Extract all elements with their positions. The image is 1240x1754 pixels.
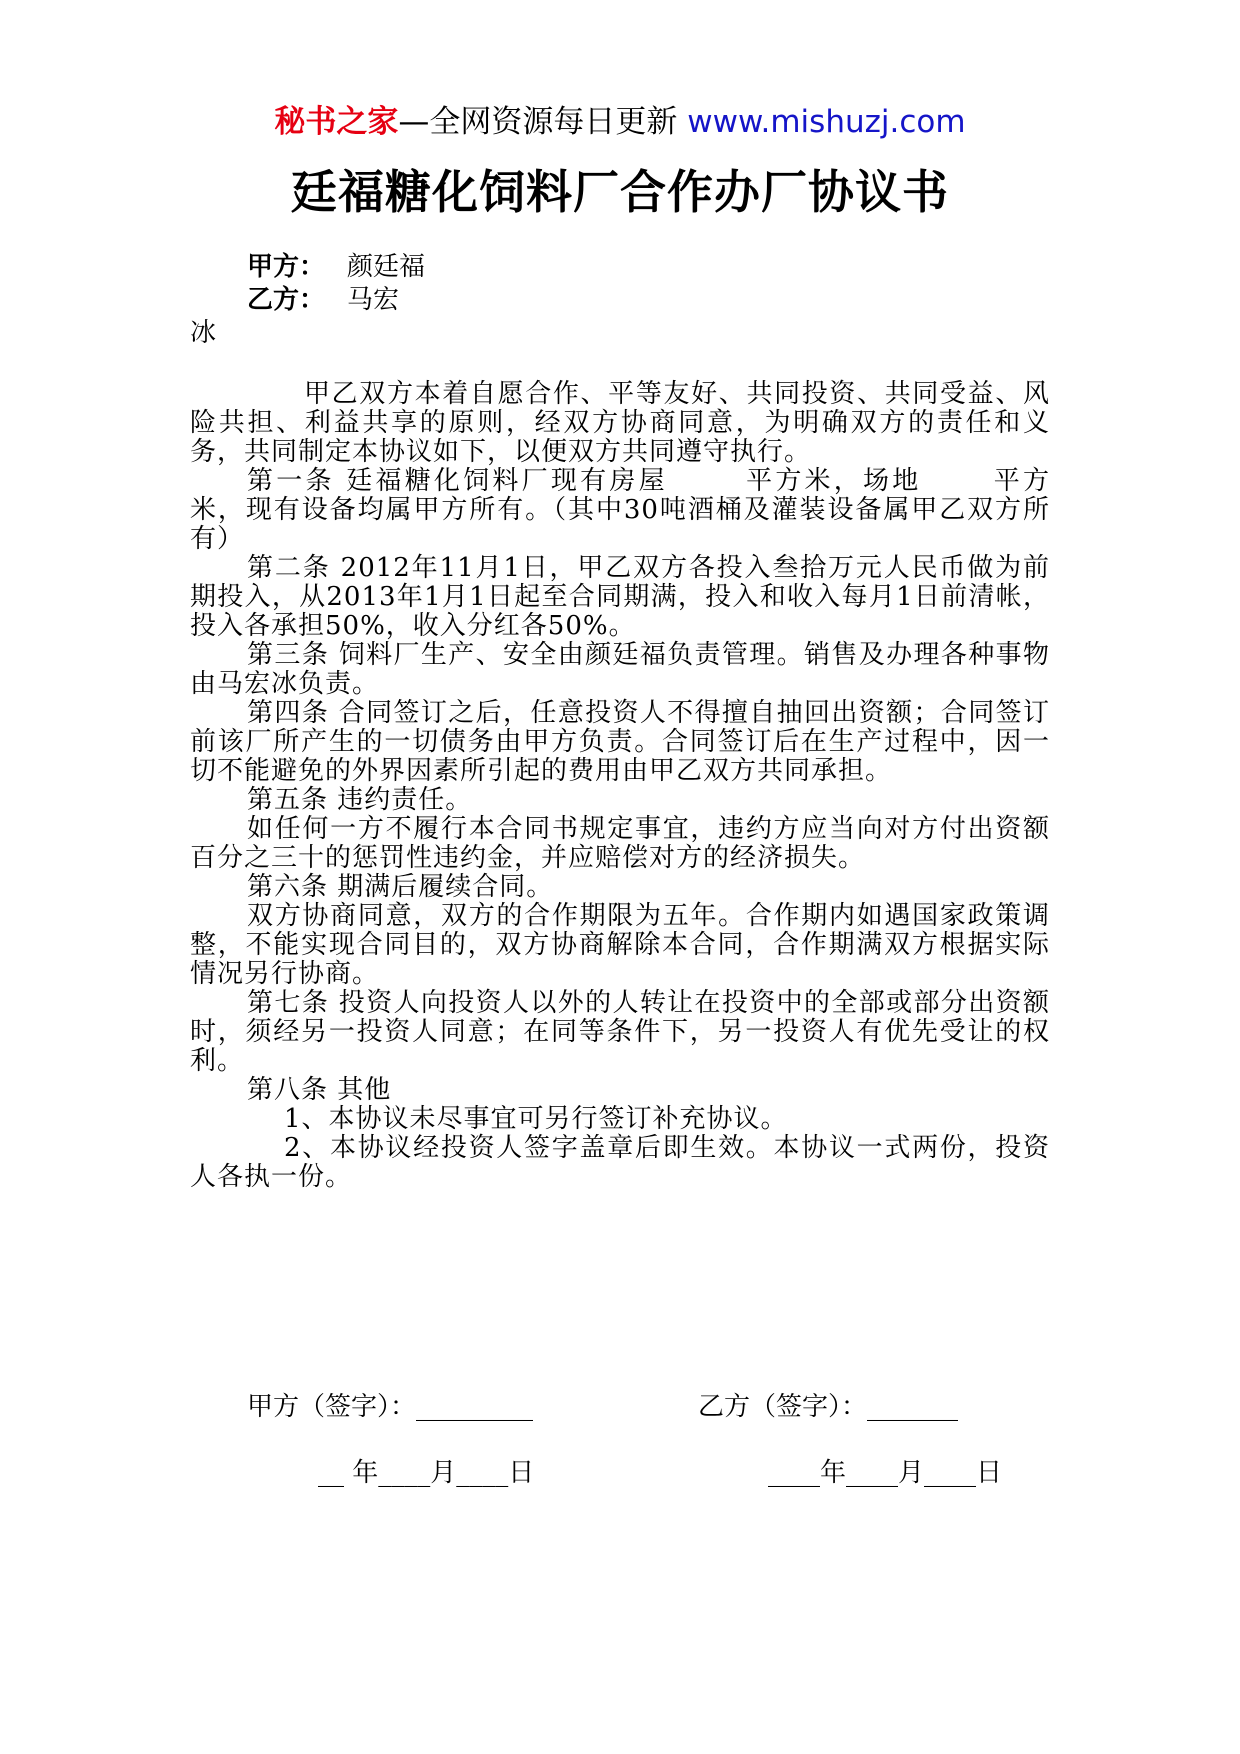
- article-1: [190, 467, 1050, 554]
- article-5-title: 第五条 违约责任。: [247, 785, 473, 815]
- header-url-link[interactable]: www.mishuzj.com: [687, 104, 966, 140]
- article-4: 第四条 合同签订之后，任意投资人不得擅自抽回出资额；合同签订前该厂所产生的一切债务由甲方负责。合同签订后在生产过程中，因一切不能避免的外界因素所引起的费用由甲乙双方共同承担。: [190, 698, 1050, 786]
- article-1-part-c: 平方米，现有设备均属甲方所有。（其中30吨酒桶及灌装设备属甲乙双方所有）: [190, 466, 1050, 554]
- intro-paragraph: 甲乙双方本着自愿合作、平等友好、共同投资、共同受益、风险共担、利益共享的原则，经双方协商同意，为明确双方的责任和义务，共同制定本协议如下，以便双方共同遵守执行。: [190, 379, 1050, 467]
- article-8-item-2: 2、本协议经投资人签字盖章后即生效。本协议一式两份，投资人各执一份。: [190, 1133, 1050, 1192]
- header-slogan: —全网资源每日更新: [398, 104, 678, 140]
- party-b-label: 乙方：: [247, 285, 326, 315]
- document-title: 廷福糖化饲料厂合作办厂协议书: [291, 165, 949, 219]
- site-header: [0, 100, 1240, 144]
- party-a-line: [247, 250, 425, 284]
- party-a-name: 颜廷福: [347, 252, 426, 282]
- article-8-title: 第八条 其他: [247, 1075, 392, 1105]
- article-1-part-b: 平方米，场地: [743, 466, 922, 496]
- article-8-item-1: 1、本协议未尽事宜可另行签订补充协议。: [284, 1104, 788, 1134]
- party-a-label: 甲方：: [247, 252, 326, 282]
- party-b-signature: 乙方（签字）：_______: [698, 1392, 959, 1422]
- party-a-date: __ 年____月____日: [318, 1458, 535, 1488]
- party-a-signature: 甲方（签字）：_________: [247, 1392, 534, 1422]
- article-6-title: 第六条 期满后履续合同。: [247, 872, 554, 902]
- party-b-line: [247, 283, 399, 317]
- article-3: 第三条 饲料厂生产、安全由颜廷福负责管理。销售及办理各种事物由马宏冰负责。: [190, 640, 1050, 699]
- article-6-body: 双方协商同意，双方的合作期限为五年。合作期内如遇国家政策调整，不能实现合同目的，双方协商解除本合同，合作期满双方根据实际情况另行协商。: [190, 901, 1050, 989]
- brand-name: 秘书之家: [274, 104, 399, 140]
- party-b-name-wrap: 冰: [190, 318, 217, 348]
- article-7: 第七条 投资人向投资人以外的人转让在投资中的全部或部分出资额时，须经另一投资人同意；在同等条件下，另一投资人有优先受让的权利。: [190, 988, 1050, 1076]
- party-b-date: ____年____月____日: [768, 1458, 1003, 1488]
- party-b-name: 马宏: [347, 285, 400, 315]
- agreement-body: [190, 380, 1050, 1192]
- article-1-part-a: 第一条 廷福糖化饲料厂现有房屋: [247, 466, 668, 496]
- article-5-body: 如任何一方不履行本合同书规定事宜，违约方应当向对方付出资额百分之三十的惩罚性违约金，并应赔偿对方的经济损失。: [190, 814, 1050, 873]
- article-2: 第二条 2012年11月1日，甲乙双方各投入叁拾万元人民币做为前期投入，从2013年1月1日起至合同期满，投入和收入每月1日前清帐，投入各承担50%，收入分红各50%。: [190, 553, 1050, 641]
